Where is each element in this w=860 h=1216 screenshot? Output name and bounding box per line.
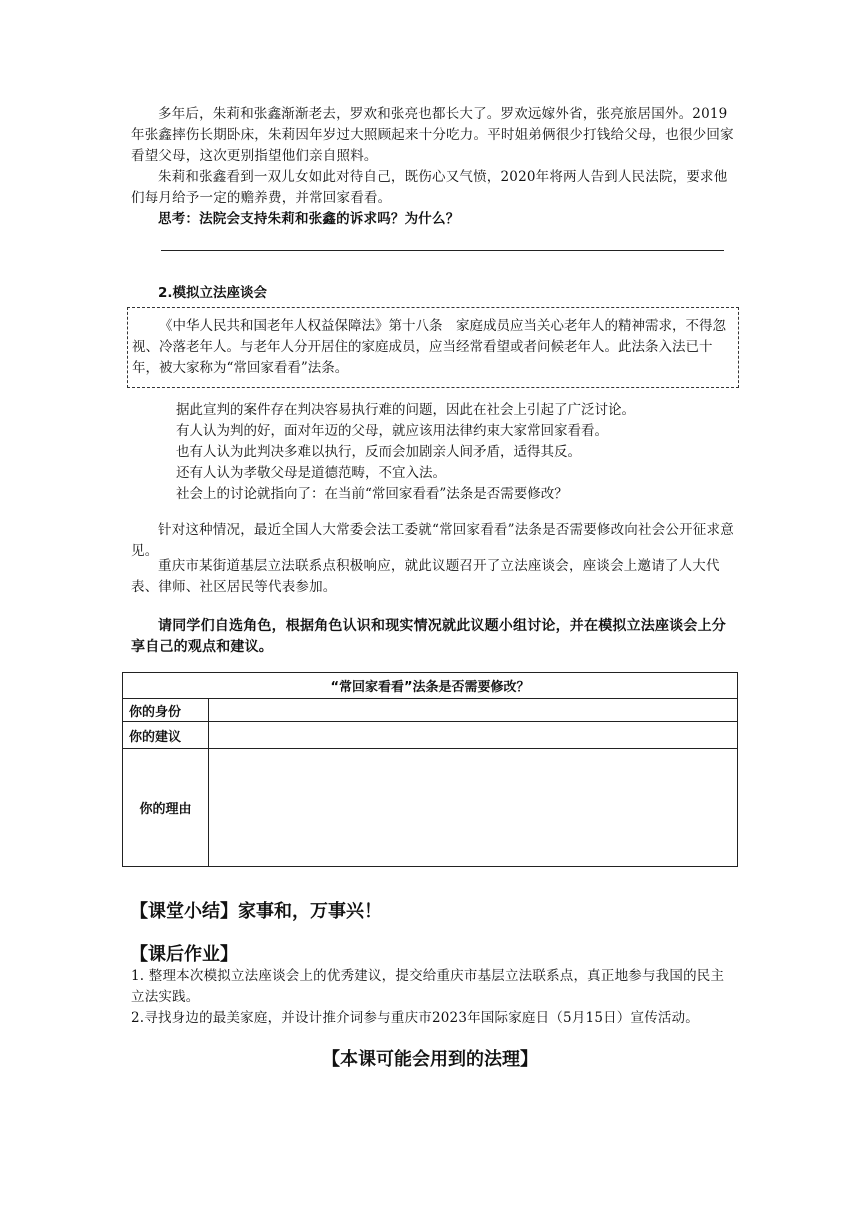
identity-label: 你的身份: [123, 699, 209, 722]
discussion-line: 还有人认为孝敬父母是道德范畴，不宜入法。: [176, 465, 446, 481]
reason-label: 你的理由: [123, 749, 209, 867]
section-2-title: 2.模拟立法座谈会: [158, 285, 268, 301]
answer-line: [161, 250, 724, 251]
case-paragraph-2: 朱莉和张鑫看到一双儿女如此对待自己，既伤心又气愤，2020年将两人告到人民法院，要求他们每月给予一定的赡养费，并常回家看看。: [131, 169, 728, 206]
chongqing-paragraph: 重庆市某街道基层立法联系点积极响应，就此议题召开了立法座谈会，座谈会上邀请了人大代表、律师、社区居民等代表参加。: [131, 558, 720, 595]
homework-item-1: 1. 整理本次模拟立法座谈会上的优秀建议，提交给重庆市基层立法联系点，真正地参与我国的民主立法实践。: [131, 968, 725, 1005]
case-paragraph-1: 多年后，朱莉和张鑫渐渐老去，罗欢和张亮也都长大了。罗欢远嫁外省，张亮旅居国外。2019年张鑫摔伤长期卧床，朱莉因年岁过大照顾起来十分吃力。平时姐弟俩很少打钱给父母，也很少回家看望父母，这次更别指望他们亲自照料。: [131, 106, 734, 164]
reason-field[interactable]: [209, 749, 738, 867]
discussion-line: 据此宣判的案件存在判决容易执行难的问题，因此在社会上引起了广泛讨论。: [176, 402, 635, 418]
law-section-title: 【本课可能会用到的法理】: [322, 1049, 538, 1070]
instruction-paragraph: 请同学们自选角色，根据角色认识和现实情况就此议题小组讨论，并在模拟立法座谈会上分享自己的观点和建议。: [131, 618, 726, 655]
npc-paragraph: 针对这种情况，最近全国人大常委会法工委就“常回家看看”法条是否需要修改向社会公开征求意见。: [131, 522, 734, 559]
law-article-text: 《中华人民共和国老年人权益保障法》第十八条 家庭成员应当关心老年人的精神需求，不得忽视、冷落老年人。与老年人分开居住的家庭成员，应当经常看望或者问候老年人。此法条入法已十年，被大家称为“常回家看看”法条。: [132, 318, 726, 376]
suggestion-label: 你的建议: [123, 722, 209, 749]
class-summary: 【课堂小结】家事和，万事兴！: [130, 901, 382, 922]
identity-field[interactable]: [209, 699, 738, 722]
discussion-line: 有人认为判的好，面对年迈的父母，就应该用法律约束大家常回家看看。: [176, 423, 608, 439]
form-header: “常回家看看”法条是否需要修改？: [123, 673, 738, 699]
think-question: 思考：法院会支持朱莉和张鑫的诉求吗？为什么？: [158, 211, 460, 227]
discussion-form-table: [122, 672, 738, 867]
homework-item-2: 2.寻找身边的最美家庭，并设计推介词参与重庆市2023年国际家庭日（5月15日）宣传活动。: [131, 1010, 700, 1026]
suggestion-field[interactable]: [209, 722, 738, 749]
discussion-line: 社会上的讨论就指向了：在当前“常回家看看”法条是否需要修改？: [176, 486, 568, 502]
discussion-line: 也有人认为此判决多难以执行，反而会加剧亲人间矛盾，适得其反。: [176, 444, 581, 460]
law-article-box: [127, 307, 739, 388]
homework-title: 【课后作业】: [130, 944, 238, 965]
